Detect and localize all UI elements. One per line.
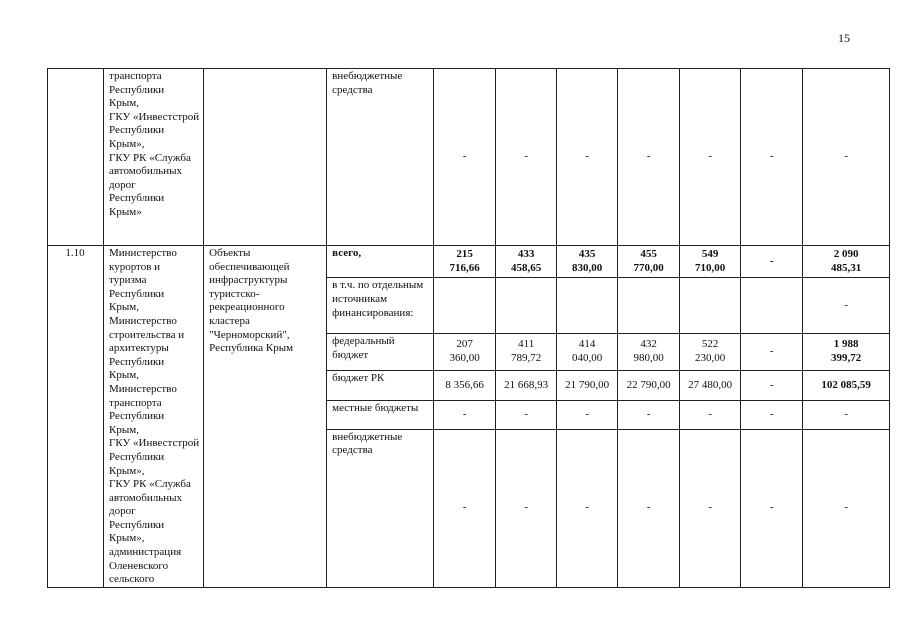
value-cell (496, 370, 557, 400)
value-part: - (769, 345, 774, 358)
value-part: - (524, 501, 528, 514)
executor-line: транспорта (109, 70, 162, 82)
value-cell (618, 334, 680, 371)
executor-line: администрация (109, 546, 182, 559)
value-cell (496, 334, 557, 371)
executor-line: Крым, (109, 301, 139, 314)
page-number: 15 (838, 31, 850, 45)
executor-line: Республики (109, 192, 165, 205)
executor-line: ГКУ РК «Служба (109, 478, 191, 491)
table-row (48, 69, 890, 246)
value-part: 27 480,00 (688, 378, 733, 391)
value-cell (496, 429, 557, 587)
source-cell: внебюджетные средства (327, 69, 434, 246)
value-cell (618, 278, 680, 334)
executor-line: ГКУ «Инвестстрой (109, 110, 200, 123)
source-cell: бюджет РК (327, 370, 434, 400)
value-part: 399,72 (831, 351, 862, 364)
value-cell (803, 334, 890, 371)
funding-table (47, 68, 890, 588)
value-cell (618, 429, 680, 587)
value-cell (557, 370, 618, 400)
value-cell (741, 278, 803, 334)
executor-line: Республики (109, 124, 165, 137)
value-cell (680, 334, 741, 371)
value-cell (557, 246, 618, 278)
executor-line: Республики (109, 450, 165, 463)
executor-line: Крым, (109, 97, 139, 110)
value-cell (680, 246, 741, 278)
value-cell (680, 401, 741, 429)
value-part: 230,00 (695, 351, 726, 364)
executor-line: дорог (109, 178, 136, 191)
object-line: обеспечивающей (209, 260, 290, 273)
value-part: 980,00 (633, 351, 664, 364)
source-cell: местные бюджеты (327, 401, 434, 429)
executor-line: автомобильных (109, 491, 182, 504)
executor-line: Министерство (109, 314, 177, 327)
value-cell: - (803, 69, 890, 246)
value-cell (680, 278, 741, 334)
value-part: 8 356,66 (445, 378, 484, 391)
executor-line: Республики (109, 518, 165, 531)
value-cell (496, 401, 557, 429)
table-row (48, 246, 890, 278)
value-cell: - (680, 69, 741, 246)
value-cell (496, 246, 557, 278)
value-cell (741, 401, 803, 429)
value-cell (557, 401, 618, 429)
number-cell (48, 69, 104, 246)
object-line: рекреационного (209, 301, 285, 314)
executor-line: Республики (109, 287, 165, 300)
value-part: 207 (456, 338, 473, 351)
value-part: - (585, 408, 589, 421)
value-part: 21 790,00 (565, 378, 610, 391)
executor-line: Оленевского (109, 559, 169, 572)
value-cell: - (741, 69, 803, 246)
value-part: 2 090 (833, 248, 859, 261)
value-part: 458,65 (511, 261, 542, 274)
value-part: 102 085,59 (821, 378, 871, 391)
value-part: 040,00 (572, 351, 603, 364)
value-cell (741, 370, 803, 400)
value-part: 411 (518, 338, 535, 351)
value-part: 360,00 (449, 351, 480, 364)
value-cell (434, 278, 496, 334)
value-part: - (844, 408, 848, 421)
executor-cell (104, 246, 204, 588)
value-cell (803, 401, 890, 429)
executor-line: Республики (109, 83, 165, 96)
value-part: 435 (578, 248, 596, 261)
value-cell (434, 334, 496, 371)
value-cell (803, 370, 890, 400)
value-part: - (769, 408, 774, 421)
executor-line: Крым, (109, 423, 139, 436)
executor-line: Республики (109, 355, 165, 368)
object-cell (204, 246, 327, 588)
value-part: 770,00 (633, 261, 664, 274)
object-line: кластера (209, 314, 250, 327)
value-part: - (462, 408, 467, 421)
value-cell (557, 334, 618, 371)
value-cell (496, 278, 557, 334)
value-part: 789,72 (511, 351, 542, 364)
object-line: "Черноморский", (209, 328, 290, 341)
value-cell: - (434, 69, 496, 246)
value-part: - (769, 254, 774, 267)
executor-line: строительства и (109, 328, 185, 341)
value-part: 716,66 (449, 261, 480, 274)
executor-line: курортов и (109, 260, 161, 273)
value-part: 22 790,00 (626, 378, 671, 391)
executor-line: Крым, (109, 369, 139, 382)
value-part: - (646, 408, 651, 421)
value-cell: - (557, 69, 618, 246)
executor-line: автомобильных (109, 165, 182, 178)
executor-line: транспорта (109, 396, 162, 409)
value-part: 432 (640, 338, 657, 351)
value-cell (741, 334, 803, 371)
value-part: - (844, 501, 848, 514)
value-part: - (708, 501, 712, 514)
executor-line: туризма (109, 274, 147, 287)
value-cell (803, 278, 890, 334)
source-cell: внебюджетные средства (327, 429, 434, 587)
value-cell (803, 429, 890, 587)
value-part: - (524, 408, 528, 421)
value-cell (618, 401, 680, 429)
executor-line: архитектуры (109, 342, 169, 355)
value-part: - (769, 501, 774, 514)
value-part: 455 (640, 248, 657, 261)
executor-line: Крым», (109, 464, 145, 477)
value-part: 414 (578, 338, 596, 351)
object-line: туристско- (209, 287, 260, 300)
source-cell: в т.ч. по отдельным источникам финансирования: (327, 278, 434, 334)
value-part: 433 (517, 248, 535, 261)
value-cell (557, 429, 618, 587)
value-part: 21 668,93 (504, 378, 549, 391)
value-cell: - (496, 69, 557, 246)
object-cell (204, 69, 327, 246)
executor-line: Республики (109, 410, 165, 423)
value-cell (680, 370, 741, 400)
value-part: 710,00 (695, 261, 726, 274)
value-cell (741, 429, 803, 587)
value-part: - (708, 408, 712, 421)
value-cell (557, 278, 618, 334)
executor-cell (104, 69, 204, 246)
value-part: 215 (456, 248, 473, 261)
value-cell (434, 401, 496, 429)
value-part: - (462, 501, 467, 514)
executor-line: ГКУ «Инвестстрой (109, 437, 200, 450)
executor-line: Министерство (109, 247, 177, 259)
value-part: 485,31 (831, 261, 862, 274)
value-part: 522 (701, 338, 719, 351)
value-cell (680, 429, 741, 587)
source-cell: федеральный бюджет (327, 334, 434, 371)
item-number: 1.10 (48, 246, 104, 588)
source-cell: всего, (327, 246, 434, 278)
object-line: Объекты (209, 247, 251, 259)
executor-line: дорог (109, 505, 136, 518)
executor-line: Крым», (109, 532, 145, 545)
value-part: 1 988 (833, 338, 859, 351)
value-part: - (769, 378, 774, 391)
value-cell (741, 246, 803, 278)
value-cell: - (618, 69, 680, 246)
executor-line: ГКУ РК «Служба (109, 151, 191, 164)
value-cell (803, 246, 890, 278)
executor-line: Крым» (109, 205, 142, 218)
value-part: - (844, 299, 848, 312)
value-cell (434, 246, 496, 278)
value-cell (434, 370, 496, 400)
value-part: - (646, 501, 651, 514)
value-part: 830,00 (572, 261, 603, 274)
value-part: - (585, 501, 589, 514)
executor-line: сельского (109, 573, 155, 586)
value-cell (618, 370, 680, 400)
executor-line: Министерство (109, 382, 177, 395)
object-line: инфраструктуры (209, 274, 288, 287)
object-line: Республика Крым (209, 342, 294, 355)
executor-line: Крым», (109, 137, 145, 150)
value-cell (618, 246, 680, 278)
value-part: 549 (701, 248, 719, 261)
value-cell (434, 429, 496, 587)
